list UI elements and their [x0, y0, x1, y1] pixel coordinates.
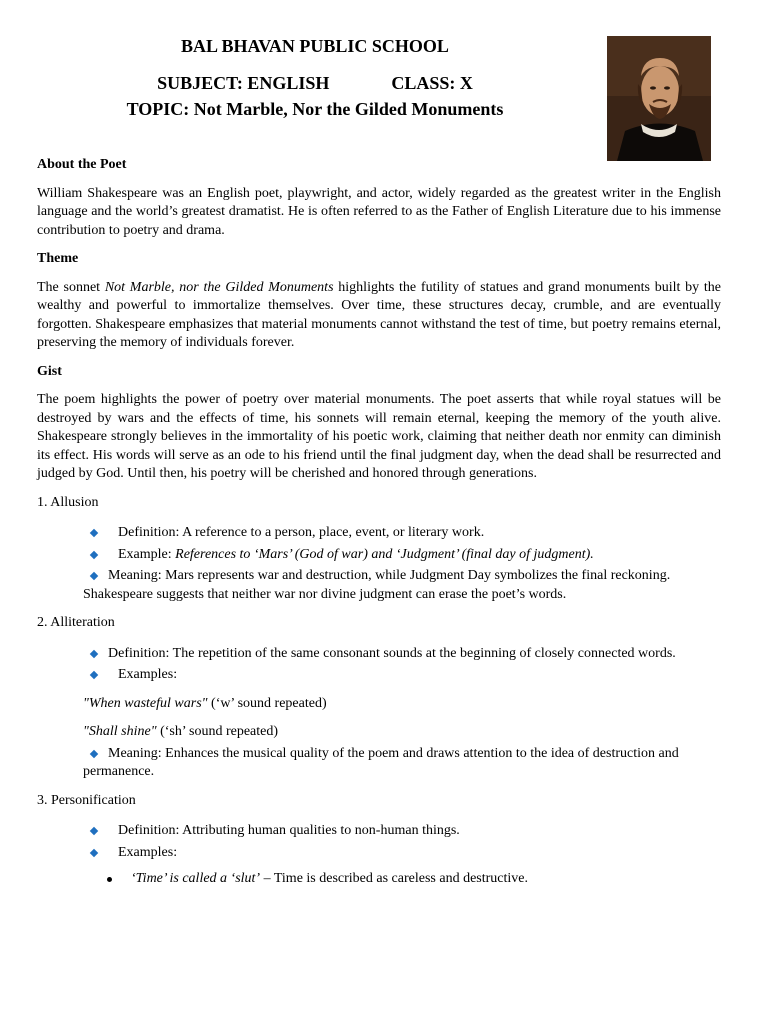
personification-heading: 3. Personification [37, 792, 136, 808]
diamond-bullet-icon [90, 572, 98, 580]
diamond-bullet-icon [90, 649, 98, 657]
alliteration-heading: 2. Alliteration [37, 615, 115, 630]
alliteration-definition [83, 645, 721, 664]
allusion-definition-text: Definition: A reference to a person, place, event, or literary work. [118, 525, 485, 540]
class-label: CLASS: X [391, 73, 473, 93]
alliteration-meaning-text: Meaning: Enhances the musical quality of the poem and draws attention to the idea of destruction and permanence. [83, 745, 679, 779]
allusion-heading: 1. Allusion [37, 494, 99, 510]
alliteration-meaning [83, 745, 721, 782]
school-name: BAL BHAVAN PUBLIC SCHOOL [181, 36, 449, 56]
about-paragraph: William Shakespeare was an English poet, playwright, and actor, widely regarded as the greatest writer in the English language and the world’s greatest dramatist. He is often referred to as the Father of English Literature due to his immense contribution to poetry and drama. [37, 185, 721, 238]
diamond-bullet-icon [90, 550, 98, 558]
allusion-meaning-text: Meaning: Mars represents war and destruction, while Judgment Day symbolizes the final reckoning. Shakespeare suggests that neither war nor divine judgment can erase the poet’s words. [83, 568, 671, 602]
personification-example-1-note: – Time is described as careless and destructive. [260, 871, 528, 886]
topic-title: TOPIC: Not Marble, Nor the Gilded Monuments [126, 99, 504, 119]
allusion-definition [83, 524, 721, 543]
theme-text-end: highlights the futility of statues and grand monuments built by the wealthy and powerful to immortalize themselves. Over time, these structures decay, crumble, and are eventually forgotten. Shakespeare emphasizes that material monuments cannot withstand the test of time, but poetry remains eternal, preserving the memory of individuals forever. [37, 279, 721, 350]
allusion-example [83, 546, 721, 565]
allusion-example-text: References to ‘Mars’ (God of war) and ‘Judgment’ (final day of judgment). [175, 546, 594, 562]
about-heading: About the Poet [37, 157, 127, 172]
poem-title-italic: Not Marble, nor the Gilded Monuments [104, 279, 334, 295]
alliteration-definition-text: Definition: The repetition of the same consonant sounds at the beginning of closely connected words. [108, 645, 676, 661]
shakespeare-portrait [607, 36, 711, 161]
allusion-meaning [83, 567, 721, 604]
gist-paragraph: The poem highlights the power of poetry over material monuments. The poet asserts that while royal statues will be destroyed by wars and the effects of time, his sonnets will remain eternal, keeping the memory of the youth alive. Shakespeare strongly believes in the immortality of his poetic work, claiming that neither death nor enmity can diminish its effect. His words will serve as an ode to his friend until the final judgment day, when the dead shall be resurrected and judged by God. Until then, his poetry will be cherished and honored through generations. [37, 392, 721, 481]
diamond-bullet-icon [90, 848, 98, 856]
personification-definition [83, 822, 721, 841]
personification-example-1-quote: ‘Time’ is called a ‘slut’ [131, 871, 261, 886]
document-body [37, 156, 721, 889]
alliteration-examples-label [83, 666, 721, 685]
theme-paragraph [37, 279, 721, 353]
alliteration-example-1-note: (‘w’ sound repeated) [207, 695, 327, 711]
diamond-bullet-icon [90, 671, 98, 679]
theme-text-start: The sonnet [37, 279, 105, 295]
diamond-bullet-icon [90, 529, 98, 537]
alliteration-example-1-quote: "When wasteful wars" [83, 695, 208, 711]
theme-heading: Theme [37, 251, 79, 266]
allusion-example-label: Example: [118, 546, 176, 562]
personification-definition-text: Definition: Attributing human qualities to non-human things. [118, 823, 460, 838]
alliteration-example-2 [83, 723, 721, 742]
alliteration-examples-text: Examples: [118, 667, 178, 682]
alliteration-example-2-note: (‘sh’ sound repeated) [156, 724, 279, 739]
personification-examples-text: Examples: [118, 844, 178, 860]
diamond-bullet-icon [90, 749, 98, 757]
diamond-bullet-icon [90, 827, 98, 835]
subject-class-line [30, 73, 600, 94]
personification-example-1 [73, 870, 721, 889]
personification-examples-label [83, 844, 721, 863]
round-bullet-icon [107, 877, 112, 882]
subject-label: SUBJECT: ENGLISH [157, 73, 330, 93]
alliteration-example-1 [83, 695, 721, 714]
gist-heading: Gist [37, 363, 62, 379]
alliteration-example-2-quote: "Shall shine" [83, 724, 157, 739]
